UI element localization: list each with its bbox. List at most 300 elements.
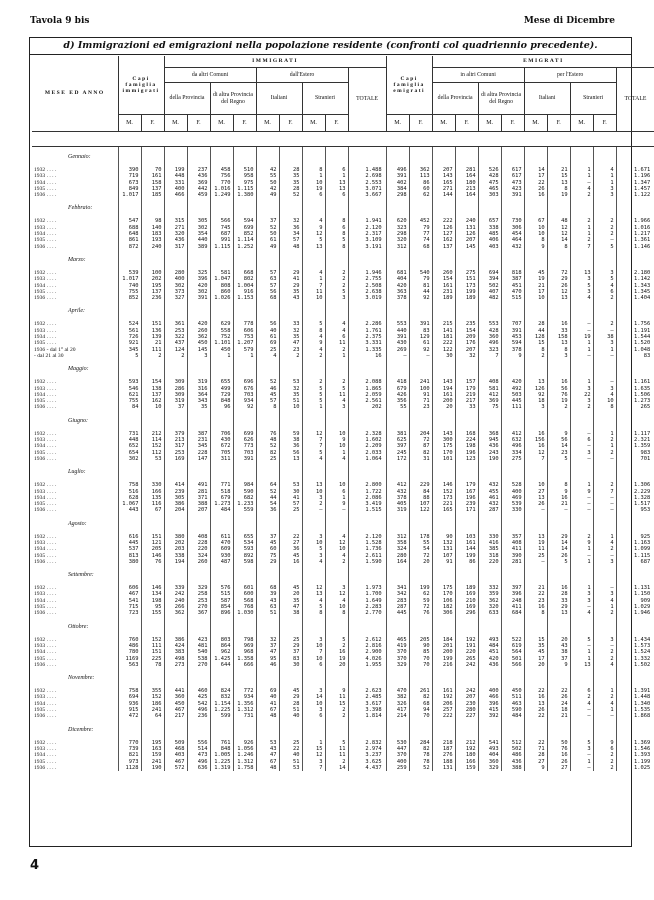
value-cell: 76 — [256, 431, 279, 437]
value-cell: 428 — [478, 328, 501, 334]
value-cell: 126 — [432, 225, 455, 231]
value-cell: 298 — [386, 231, 409, 237]
value-cell: 204 — [409, 431, 432, 437]
total-cell: 1.722 — [348, 489, 386, 495]
value-cell: 172 — [386, 456, 409, 462]
value-cell: 32 — [279, 328, 302, 334]
value-cell: 6 — [325, 167, 348, 173]
value-cell: 26 — [547, 283, 570, 289]
value-cell: 968 — [233, 649, 256, 655]
value-cell: 699 — [233, 225, 256, 231]
value-cell: 394 — [478, 276, 501, 282]
value-cell: 91 — [432, 559, 455, 565]
value-cell: 864 — [210, 643, 233, 649]
value-cell: 432 — [478, 482, 501, 488]
value-cell: 436 — [501, 759, 524, 765]
value-cell: 275 — [501, 456, 524, 462]
value-cell: 86 — [455, 559, 478, 565]
total-cell: 4.026 — [348, 656, 386, 662]
value-cell: 1.225 — [210, 759, 233, 765]
value-cell: 9 — [325, 437, 348, 443]
value-cell: 79 — [409, 225, 432, 231]
spacer-cell — [187, 462, 210, 482]
table-body — [32, 147, 654, 772]
value-cell: 2 — [325, 283, 348, 289]
value-cell: 192 — [455, 637, 478, 643]
value-cell: 1 — [593, 604, 616, 610]
value-cell: 559 — [233, 507, 256, 513]
spacer-cell — [118, 514, 141, 534]
year-label: 1936 . . . . — [34, 192, 57, 199]
value-cell: — — [593, 237, 616, 243]
emi-italians-header: Italiani — [524, 83, 570, 115]
value-cell: 11 — [325, 746, 348, 752]
value-cell: 9 — [302, 340, 325, 346]
value-cell: 40 — [256, 328, 279, 334]
spacer-cell — [409, 668, 432, 688]
value-cell: 696 — [233, 379, 256, 385]
value-cell: 451 — [478, 649, 501, 655]
spacer-cell — [256, 565, 279, 585]
value-cell: 8 — [524, 237, 547, 243]
value-cell: 926 — [233, 740, 256, 746]
total-cell: 2.816 — [348, 643, 386, 649]
value-cell: 486 — [501, 752, 524, 758]
value-cell: 22 — [547, 688, 570, 694]
value-cell: 100 — [409, 386, 432, 392]
value-cell: 1 — [593, 443, 616, 449]
value-cell: 35 — [279, 289, 302, 295]
total-cell: 2.375 — [348, 334, 386, 340]
spacer-cell — [524, 514, 547, 534]
value-cell: 2 — [593, 546, 616, 552]
value-cell: 378 — [386, 495, 409, 501]
value-cell: 5 — [325, 237, 348, 243]
total-cell: 2.612 — [348, 637, 386, 643]
migration-table — [32, 56, 654, 771]
value-cell: 470 — [501, 289, 524, 295]
spacer-cell — [616, 668, 654, 688]
month-label: Mese di Dicembre — [523, 16, 615, 26]
value-cell: 122 — [432, 347, 455, 353]
value-cell: 240 — [141, 244, 164, 250]
value-cell: 432 — [478, 501, 501, 507]
value-cell: 259 — [386, 765, 409, 771]
spacer-cell — [409, 462, 432, 482]
value-cell: 378 — [501, 347, 524, 353]
value-cell: 18 — [524, 398, 547, 404]
value-cell: 368 — [478, 431, 501, 437]
value-cell: 199 — [455, 553, 478, 559]
value-cell: 455 — [478, 489, 501, 495]
value-cell: 758 — [118, 482, 141, 488]
value-cell: 539 — [501, 501, 524, 507]
value-cell: 79 — [409, 276, 432, 282]
value-cell: 416 — [478, 540, 501, 546]
value-cell: 694 — [478, 270, 501, 276]
value-cell: 593 — [118, 379, 141, 385]
value-cell: 412 — [501, 431, 524, 437]
year-label: 1936 . . . . — [34, 713, 57, 720]
value-cell: 803 — [210, 637, 233, 643]
value-cell: 3 — [302, 759, 325, 765]
value-cell: — — [570, 553, 593, 559]
spacer-cell — [279, 462, 302, 482]
year-label: 1932 . . . . — [34, 688, 57, 695]
value-cell: 2 — [164, 353, 187, 359]
value-cell: 36 — [279, 546, 302, 552]
value-cell: 8 — [302, 328, 325, 334]
value-cell: 2 — [593, 759, 616, 765]
total-cell: 1.946 — [616, 610, 654, 616]
value-cell: 269 — [386, 347, 409, 353]
spacer-cell — [524, 198, 547, 218]
value-cell: 778 — [233, 321, 256, 327]
value-cell: 487 — [210, 559, 233, 565]
value-cell: 69 — [256, 688, 279, 694]
value-cell: 13 — [570, 270, 593, 276]
month-group-row — [32, 147, 654, 168]
value-cell: 6 — [302, 192, 325, 198]
spacer-cell — [570, 668, 593, 688]
value-cell: 466 — [478, 694, 501, 700]
year-label: 1932 . . . . — [34, 482, 57, 489]
value-cell: 38 — [547, 649, 570, 655]
value-cell: 302 — [187, 289, 210, 295]
spacer-cell — [409, 359, 432, 379]
spacer-cell — [256, 668, 279, 688]
value-cell: 442 — [187, 186, 210, 192]
value-cell: 20 — [409, 559, 432, 565]
spacer-cell — [547, 198, 570, 218]
value-cell: 33 — [547, 328, 570, 334]
spacer-cell — [478, 198, 501, 218]
value-cell: 241 — [141, 707, 164, 713]
value-cell: 260 — [187, 559, 210, 565]
value-cell: — — [386, 353, 409, 359]
value-cell: 94 — [409, 707, 432, 713]
value-cell: 1 — [570, 340, 593, 346]
value-cell: 190 — [478, 456, 501, 462]
spacer-cell — [118, 301, 141, 321]
value-cell: 547 — [118, 218, 141, 224]
value-cell: 590 — [501, 707, 524, 713]
spacer-cell — [325, 147, 348, 168]
total-cell: 1.941 — [348, 218, 386, 224]
value-cell: 541 — [118, 598, 141, 604]
value-cell: 861 — [118, 237, 141, 243]
value-cell: 22 — [279, 746, 302, 752]
value-cell: 369 — [187, 180, 210, 186]
value-cell: 546 — [118, 386, 141, 392]
value-cell: 496 — [478, 340, 501, 346]
value-cell: 12 — [302, 431, 325, 437]
total-cell: 1.524 — [616, 649, 654, 655]
year-label: 1935 . . . . — [34, 288, 57, 295]
value-cell: 16 — [325, 649, 348, 655]
value-cell: 23 — [524, 598, 547, 604]
value-cell: 4 — [325, 456, 348, 462]
year-label: 1936 . . . . — [34, 610, 57, 617]
value-cell: 152 — [432, 489, 455, 495]
value-cell: 46 — [256, 386, 279, 392]
value-cell: 76 — [409, 610, 432, 616]
value-cell: 35 — [279, 392, 302, 398]
value-cell: 45 — [524, 270, 547, 276]
value-cell: 195 — [141, 283, 164, 289]
spacer-cell — [302, 411, 325, 431]
value-cell: 4 — [593, 167, 616, 173]
value-cell: 2 — [593, 649, 616, 655]
total-cell: 1.117 — [616, 431, 654, 437]
value-cell: 496 — [386, 167, 409, 173]
value-cell: 854 — [210, 604, 233, 610]
value-cell: 945 — [478, 437, 501, 443]
value-cell: 773 — [233, 443, 256, 449]
value-cell: 1 — [593, 534, 616, 540]
spacer-cell — [593, 720, 616, 740]
spacer-cell — [256, 720, 279, 740]
value-cell: 10 — [279, 404, 302, 410]
value-cell: 6 — [302, 713, 325, 719]
value-cell: 210 — [455, 598, 478, 604]
value-cell: 7 — [570, 244, 593, 250]
value-cell: 14 — [302, 694, 325, 700]
year-label: 1934 . . . . — [34, 334, 57, 341]
imm-foreigners-header: Stranieri — [302, 83, 348, 115]
value-cell: 26 — [547, 759, 570, 765]
value-cell: 202 — [141, 276, 164, 282]
value-cell: 191 — [455, 643, 478, 649]
value-cell: 511 — [501, 694, 524, 700]
spacer-cell — [432, 198, 455, 218]
value-cell: 4 — [570, 186, 593, 192]
value-cell: 461 — [478, 495, 501, 501]
spacer-cell — [210, 514, 233, 534]
value-cell: 426 — [386, 392, 409, 398]
value-cell: 466 — [164, 192, 187, 198]
total-cell: 1.029 — [616, 604, 654, 610]
value-cell: 15 — [524, 637, 547, 643]
value-cell: 2 — [593, 321, 616, 327]
value-cell: 28 — [279, 167, 302, 173]
value-cell: 357 — [501, 534, 524, 540]
value-cell: 137 — [141, 186, 164, 192]
value-cell: 587 — [210, 598, 233, 604]
value-cell: 21 — [547, 167, 570, 173]
value-cell: — — [593, 553, 616, 559]
value-cell: 300 — [432, 437, 455, 443]
value-cell: 72 — [409, 604, 432, 610]
month-name: Luglio: — [68, 469, 86, 476]
value-cell: 43 — [256, 746, 279, 752]
value-cell: 824 — [210, 688, 233, 694]
value-cell: 53 — [141, 456, 164, 462]
value-cell: 470 — [210, 540, 233, 546]
value-cell: 343 — [187, 398, 210, 404]
spacer-cell — [547, 720, 570, 740]
spacer-cell — [164, 617, 187, 637]
value-cell: 167 — [455, 489, 478, 495]
spacer-cell — [187, 198, 210, 218]
value-cell: 61 — [256, 334, 279, 340]
value-cell: — — [593, 353, 616, 359]
value-cell: 200 — [432, 398, 455, 404]
total-cell: 2.698 — [348, 173, 386, 179]
value-cell: 3 — [302, 534, 325, 540]
value-cell: 338 — [478, 225, 501, 231]
total-cell: 1.602 — [348, 437, 386, 443]
value-cell: 553 — [478, 321, 501, 327]
value-cell: 84 — [409, 489, 432, 495]
value-cell: 360 — [478, 334, 501, 340]
value-cell: 625 — [386, 437, 409, 443]
value-cell: 3 — [593, 559, 616, 565]
spacer-cell — [524, 720, 547, 740]
value-cell: 4 — [302, 559, 325, 565]
value-cell: 30 — [279, 489, 302, 495]
spacer-cell — [187, 565, 210, 585]
value-cell: 16 — [547, 379, 570, 385]
value-cell: 85 — [409, 649, 432, 655]
total-cell: 1.391 — [616, 688, 654, 694]
value-cell: 501 — [501, 656, 524, 662]
value-cell: 3 — [302, 495, 325, 501]
value-cell: 52 — [256, 489, 279, 495]
total-cell: 1.590 — [348, 559, 386, 565]
value-cell: 67 — [141, 507, 164, 513]
value-cell: 8 — [524, 347, 547, 353]
value-cell: 9 — [570, 540, 593, 546]
spacer-cell — [256, 301, 279, 321]
value-cell: 317 — [164, 244, 187, 250]
total-cell: 1.340 — [616, 701, 654, 707]
value-cell: 175 — [432, 585, 455, 591]
month-group-row — [32, 462, 654, 482]
spacer-cell — [386, 301, 409, 321]
value-cell: 82 — [409, 694, 432, 700]
value-cell: 2 — [593, 218, 616, 224]
value-cell: 383 — [164, 649, 187, 655]
value-cell: 11 — [325, 340, 348, 346]
value-cell: 241 — [409, 379, 432, 385]
total-cell: 3.071 — [348, 186, 386, 192]
value-cell: 10 — [325, 604, 348, 610]
value-cell: 6 — [302, 662, 325, 668]
value-cell: 437 — [164, 340, 187, 346]
value-cell: 23 — [547, 450, 570, 456]
value-cell: 1 — [593, 431, 616, 437]
month-group-row — [32, 359, 654, 379]
spacer-cell — [164, 359, 187, 379]
value-cell: 21 — [524, 585, 547, 591]
value-cell: 780 — [118, 649, 141, 655]
year-label: 1934 . . . . — [34, 546, 57, 553]
value-cell: 7 — [302, 437, 325, 443]
value-cell: 112 — [141, 450, 164, 456]
value-cell: 361 — [164, 321, 187, 327]
spacer-cell — [524, 147, 547, 168]
male-col-header: M. — [210, 115, 233, 132]
total-cell: 1.506 — [616, 392, 654, 398]
value-cell: 18 — [547, 707, 570, 713]
value-cell: 116 — [141, 501, 164, 507]
value-cell: 464 — [501, 237, 524, 243]
value-cell: 107 — [432, 553, 455, 559]
value-cell: 620 — [386, 218, 409, 224]
spacer-cell — [386, 359, 409, 379]
value-cell: 134 — [141, 591, 164, 597]
value-cell: 77 — [409, 231, 432, 237]
value-cell: 5 — [593, 276, 616, 282]
total-cell: 1.347 — [616, 180, 654, 186]
value-cell: 629 — [210, 321, 233, 327]
spacer-cell — [256, 462, 279, 482]
value-cell: 756 — [210, 173, 233, 179]
value-cell: 195 — [141, 740, 164, 746]
value-cell: 539 — [118, 270, 141, 276]
spacer-cell — [478, 462, 501, 482]
total-cell: 2.832 — [348, 740, 386, 746]
value-cell: 3 — [325, 404, 348, 410]
value-cell: 180 — [455, 752, 478, 758]
value-cell: 493 — [478, 637, 501, 643]
value-cell: 154 — [141, 379, 164, 385]
value-cell: 169 — [164, 456, 187, 462]
value-cell: 440 — [386, 328, 409, 334]
value-cell: 70 — [409, 662, 432, 668]
spacer-cell — [141, 462, 164, 482]
value-cell: 202 — [164, 540, 187, 546]
value-cell: 808 — [210, 283, 233, 289]
spacer-cell — [386, 147, 409, 168]
spacer-cell — [501, 301, 524, 321]
male-col-header: M. — [524, 115, 547, 132]
value-cell: 363 — [386, 289, 409, 295]
value-cell: 199 — [409, 585, 432, 591]
spacer-cell — [348, 250, 386, 270]
value-cell: 48 — [256, 713, 279, 719]
value-cell: 676 — [233, 386, 256, 392]
value-cell: 141 — [432, 328, 455, 334]
value-cell: 228 — [187, 450, 210, 456]
total-cell: 1.217 — [616, 231, 654, 237]
value-cell: 182 — [432, 604, 455, 610]
value-cell: 14 — [524, 167, 547, 173]
total-cell: 3.191 — [348, 244, 386, 250]
value-cell: 35 — [279, 180, 302, 186]
value-cell: 443 — [118, 507, 141, 513]
value-cell: 391 — [501, 328, 524, 334]
value-cell: 11 — [524, 546, 547, 552]
value-cell: 1 — [325, 173, 348, 179]
value-cell: 465 — [386, 637, 409, 643]
value-cell: 428 — [478, 173, 501, 179]
spacer-cell — [570, 359, 593, 379]
emigrati-header: EMIGRATI — [432, 56, 654, 68]
value-cell: 4 — [325, 553, 348, 559]
value-cell: 82 — [409, 450, 432, 456]
spacer-cell — [233, 147, 256, 168]
month-name: Febbraio: — [68, 205, 93, 212]
spacer-cell — [524, 668, 547, 688]
year-label: 1934 . . . . — [34, 494, 57, 501]
value-cell: 41 — [279, 276, 302, 282]
value-cell: 1.273 — [210, 501, 233, 507]
total-cell: 1.544 — [616, 334, 654, 340]
value-cell: 1 — [325, 495, 348, 501]
value-cell: 958 — [233, 173, 256, 179]
